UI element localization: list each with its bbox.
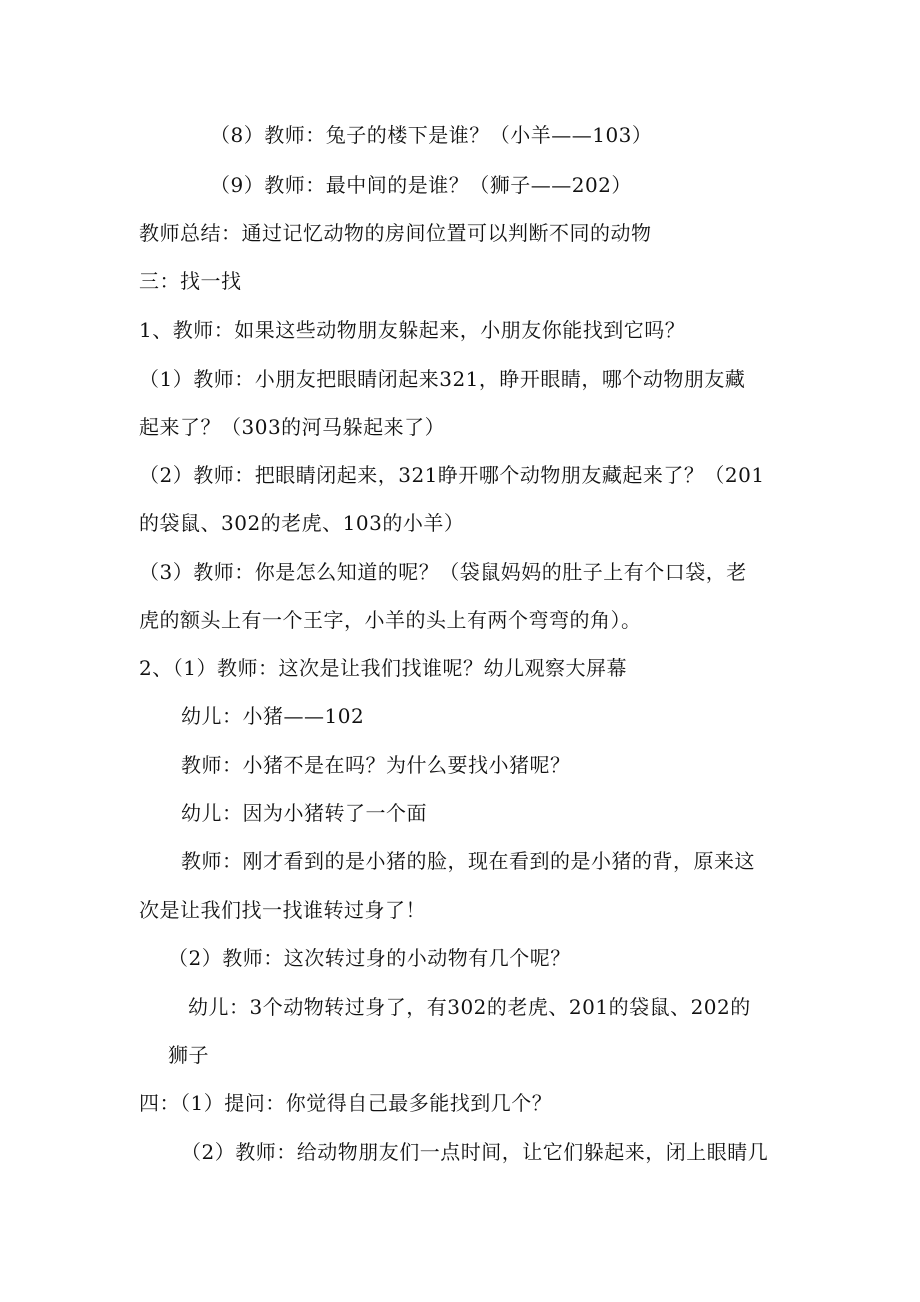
text-line: 次是让我们找一找谁转过身了！ (139, 898, 426, 922)
text-line: （3）教师：你是怎么知道的呢？（袋鼠妈妈的肚子上有个口袋，老 (139, 560, 747, 584)
text-line: 1、教师：如果这些动物朋友躲起来，小朋友你能找到它吗？ (139, 318, 686, 342)
text-line: （8）教师：兔子的楼下是谁？（小羊——103） (210, 123, 653, 147)
text-line: （9）教师：最中间的是谁？（狮子——202） (210, 173, 632, 197)
text-line: 的袋鼠、302的老虎、103的小羊） (139, 511, 465, 535)
text-line: 教师：小猪不是在吗？为什么要找小猪呢？ (181, 753, 571, 777)
text-line: 幼儿：小猪——102 (181, 704, 365, 728)
section-heading: 四：（1）提问：你觉得自己最多能找到几个？ (139, 1091, 553, 1115)
text-line: 虎的额头上有一个王字，小羊的头上有两个弯弯的角）。 (139, 608, 642, 632)
text-line: 2、（1）教师：这次是让我们找谁呢？幼儿观察大屏幕 (139, 656, 627, 680)
text-line: 幼儿：3个动物转过身了，有302的老虎、201的袋鼠、202的 (188, 995, 751, 1019)
text-line: 起来了？（303的河马躲起来了） (139, 415, 446, 439)
text-line: （2）教师：给动物朋友们一点时间，让它们躲起来，闭上眼睛几 (181, 1140, 769, 1164)
text-line: 狮子 (168, 1043, 209, 1067)
text-line: 教师：刚才看到的是小猪的脸，现在看到的是小猪的背，原来这 (181, 849, 755, 873)
text-line: 幼儿：因为小猪转了一个面 (181, 801, 427, 825)
text-line: （2）教师：把眼睛闭起来，321睁开哪个动物朋友藏起来了？（201 (139, 463, 765, 487)
section-heading: 三：找一找 (139, 269, 242, 293)
text-line: （1）教师：小朋友把眼睛闭起来321，睁开眼睛，哪个动物朋友藏 (139, 367, 746, 391)
text-line: （2）教师：这次转过身的小动物有几个呢？ (168, 946, 571, 970)
text-line: 教师总结：通过记忆动物的房间位置可以判断不同的动物 (139, 221, 652, 245)
